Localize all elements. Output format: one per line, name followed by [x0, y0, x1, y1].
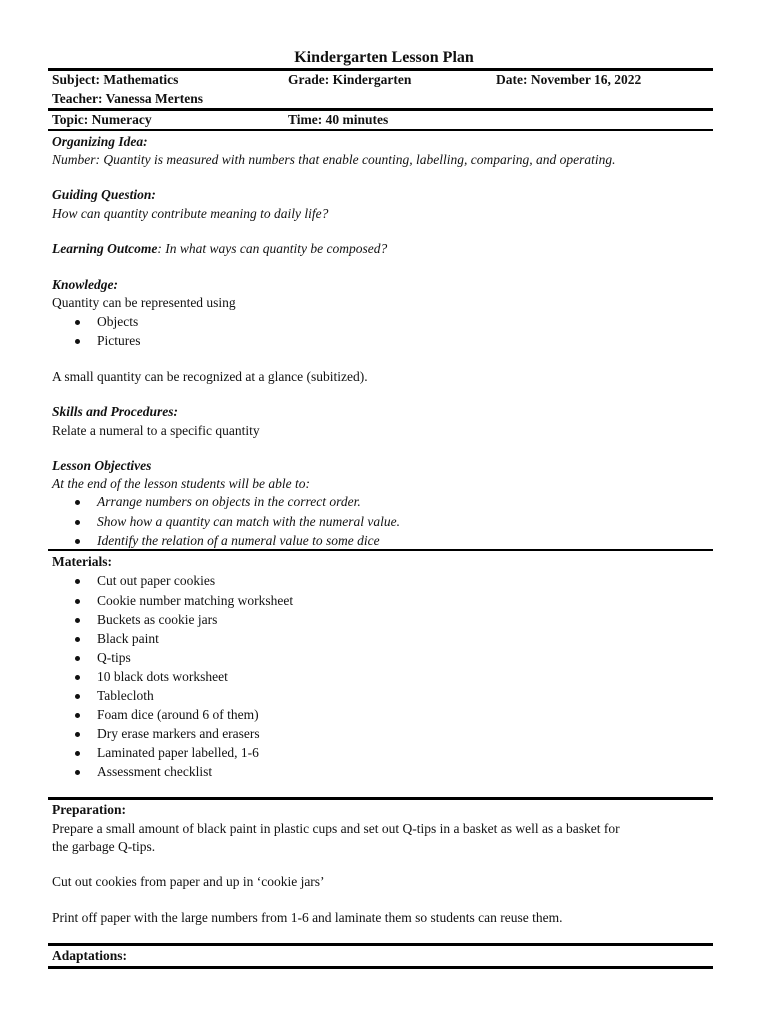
time-label: Time: 40 minutes	[288, 112, 389, 127]
learning-outcome-heading: Learning Outcome	[52, 241, 158, 256]
bullet-icon	[75, 770, 80, 775]
objective-item: Identify the relation of a numeral value to some dice	[97, 533, 380, 548]
bullet-icon	[75, 675, 80, 680]
grade-label: Grade: Kindergarten	[288, 72, 412, 87]
bullet-icon	[75, 579, 80, 584]
header-bottom-rule	[48, 129, 713, 131]
bullet-icon	[75, 520, 80, 525]
bullet-icon	[75, 599, 80, 604]
guiding-question-text: How can quantity contribute meaning to daily life?	[52, 206, 329, 221]
material-item: Black paint	[97, 631, 159, 646]
knowledge-note: A small quantity can be recognized at a glance (subitized).	[52, 369, 368, 384]
material-item: 10 black dots worksheet	[97, 669, 228, 684]
topic-label: Topic: Numeracy	[52, 112, 152, 127]
preparation-text-para2: Cut out cookies from paper and up in ‘cookie jars’	[52, 874, 325, 889]
knowledge-item: Objects	[97, 314, 139, 329]
teacher-label: Teacher: Vanessa Mertens	[52, 91, 203, 106]
bullet-icon	[75, 618, 80, 623]
preparation-text-line2: the garbage Q-tips.	[52, 839, 156, 854]
material-item: Q-tips	[97, 650, 131, 665]
bullet-icon	[75, 500, 80, 505]
document-title: Kindergarten Lesson Plan	[294, 49, 474, 66]
skills-heading: Skills and Procedures:	[52, 404, 179, 419]
bullet-icon	[75, 751, 80, 756]
material-item: Cut out paper cookies	[97, 573, 216, 588]
material-item: Cookie number matching worksheet	[97, 593, 294, 608]
objective-item: Arrange numbers on objects in the correct order.	[97, 494, 361, 509]
bullet-icon	[75, 320, 80, 325]
material-item: Tablecloth	[97, 688, 154, 703]
header-top-rule	[48, 68, 713, 71]
guiding-question-heading: Guiding Question:	[52, 187, 156, 202]
materials-heading: Materials:	[52, 554, 112, 569]
learning-outcome-line	[52, 241, 387, 257]
material-item: Assessment checklist	[97, 764, 213, 779]
subject-label: Subject: Mathematics	[52, 72, 179, 87]
material-item: Dry erase markers and erasers	[97, 726, 260, 741]
knowledge-item: Pictures	[97, 333, 141, 348]
bullet-icon	[75, 656, 80, 661]
preparation-text-para3: Print off paper with the large numbers from 1-6 and laminate them so students can reuse them.	[52, 910, 563, 925]
knowledge-heading: Knowledge:	[52, 277, 118, 292]
bullet-icon	[75, 339, 80, 344]
bullet-icon	[75, 732, 80, 737]
header-middle-rule	[48, 108, 713, 111]
learning-outcome-text: : In what ways can quantity be composed?	[157, 241, 388, 256]
objectives-heading: Lesson Objectives	[52, 458, 152, 473]
date-label: Date: November 16, 2022	[496, 72, 642, 87]
preparation-heading: Preparation:	[52, 802, 126, 817]
preparation-bottom-rule	[48, 943, 713, 946]
material-item: Buckets as cookie jars	[97, 612, 218, 627]
bullet-icon	[75, 694, 80, 699]
skills-text: Relate a numeral to a specific quantity	[52, 423, 260, 438]
adaptations-heading: Adaptations:	[52, 948, 128, 963]
objectives-intro: At the end of the lesson students will be able to:	[52, 476, 310, 491]
objectives-bottom-rule	[48, 549, 713, 551]
material-item: Laminated paper labelled, 1-6	[97, 745, 259, 760]
bullet-icon	[75, 637, 80, 642]
adaptations-bottom-rule	[48, 966, 713, 969]
preparation-text-line1: Prepare a small amount of black paint in plastic cups and set out Q-tips in a basket as well as a basket for	[52, 821, 620, 836]
knowledge-intro: Quantity can be represented using	[52, 295, 236, 310]
organizing-idea-heading: Organizing Idea:	[52, 134, 148, 149]
bullet-icon	[75, 539, 80, 544]
materials-bottom-rule	[48, 797, 713, 800]
objective-item: Show how a quantity can match with the numeral value.	[97, 514, 400, 529]
organizing-idea-text: Number: Quantity is measured with numbers that enable counting, labelling, comparing, and operating.	[52, 152, 616, 167]
bullet-icon	[75, 713, 80, 718]
material-item: Foam dice (around 6 of them)	[97, 707, 259, 722]
